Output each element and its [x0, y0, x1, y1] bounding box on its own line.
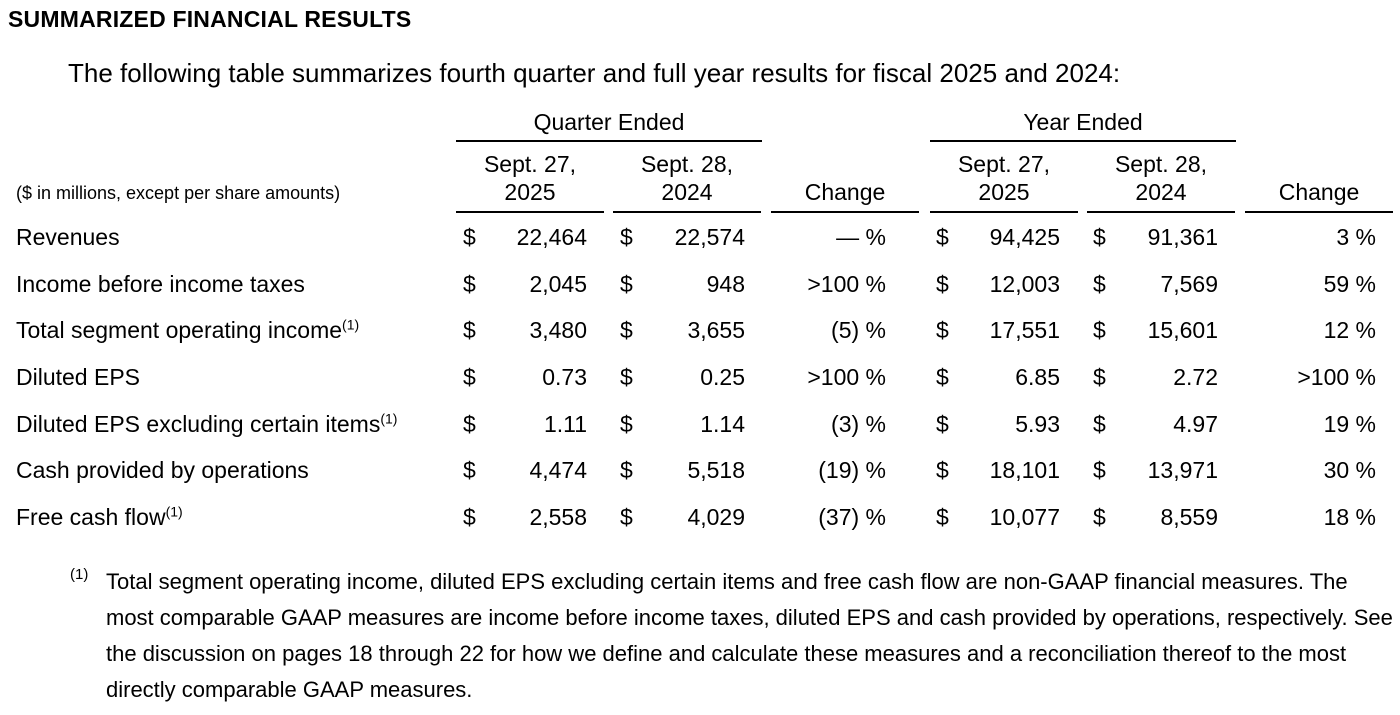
- col-underline: [456, 211, 604, 213]
- row-label: [16, 310, 359, 350]
- col-q-2024-line2: 2024: [661, 179, 713, 205]
- value-q2024: 5,518: [687, 457, 745, 483]
- footnote-ref: (1): [165, 503, 183, 520]
- col-y-change: Change: [1278, 179, 1360, 205]
- col-q-2025: [456, 150, 604, 206]
- value-year-change: 3 %: [1336, 224, 1376, 250]
- value-q2024: 1.14: [700, 411, 745, 437]
- table-row: [0, 404, 1400, 444]
- table-row: [0, 450, 1400, 490]
- group-year-ended: Year Ended: [1023, 109, 1143, 135]
- value-q2025: 2,558: [529, 504, 587, 530]
- currency-symbol: $: [936, 271, 949, 297]
- value-y2025: 94,425: [989, 224, 1060, 250]
- currency-symbol: $: [463, 364, 476, 390]
- value-year-change: >100 %: [1297, 364, 1376, 390]
- value-q2025: 1.11: [543, 411, 587, 437]
- col-q-2024-line1: Sept. 28,: [640, 151, 734, 177]
- currency-symbol: $: [936, 411, 949, 437]
- group-quarter-ended: Quarter Ended: [533, 109, 685, 135]
- col-y-2024-line1: Sept. 28,: [1114, 151, 1208, 177]
- value-y2024: 4.97: [1173, 411, 1218, 437]
- section-heading: SUMMARIZED FINANCIAL RESULTS: [8, 6, 412, 32]
- value-quarter-change: (19) %: [818, 457, 886, 483]
- currency-symbol: $: [463, 504, 476, 530]
- value-year-change: 19 %: [1323, 411, 1376, 437]
- value-quarter-change: (3) %: [831, 411, 886, 437]
- col-underline: [613, 211, 761, 213]
- value-y2025: 12,003: [989, 271, 1060, 297]
- footnote-text: Total segment operating income, diluted EPS excluding certain items and free cash flow are non-GAAP financial measures. The most comparable GAAP measures are income before income taxes, diluted EPS and cash provided by operations, respectively. See the discussion on pages 18 through 22 for how we define and calculate these measures and a reconciliation thereof to the most directly comparable GAAP measures.: [106, 569, 1393, 702]
- table-row: [0, 357, 1400, 397]
- col-y-2024: [1087, 150, 1235, 206]
- value-q2024: 948: [706, 271, 745, 297]
- value-y2024: 91,361: [1147, 224, 1218, 250]
- value-y2024: 2.72: [1173, 364, 1218, 390]
- currency-symbol: $: [620, 457, 633, 483]
- col-q-2025-line2: 2025: [504, 179, 556, 205]
- currency-symbol: $: [620, 364, 633, 390]
- currency-symbol: $: [1093, 411, 1106, 437]
- col-underline: [1087, 211, 1235, 213]
- footnote-ref: (1): [380, 410, 398, 427]
- table-row: [0, 310, 1400, 350]
- currency-symbol: $: [463, 457, 476, 483]
- value-q2025: 3,480: [529, 317, 587, 343]
- currency-symbol: $: [936, 224, 949, 250]
- value-q2025: 2,045: [529, 271, 587, 297]
- value-quarter-change: >100 %: [807, 364, 886, 390]
- row-label: [16, 404, 397, 444]
- unit-label: ($ in millions, except per share amounts): [16, 183, 341, 203]
- value-quarter-change: >100 %: [807, 271, 886, 297]
- currency-symbol: $: [936, 504, 949, 530]
- row-label-text: Cash provided by operations: [16, 457, 309, 483]
- footnote-ref: (1): [342, 316, 360, 333]
- currency-symbol: $: [620, 317, 633, 343]
- currency-symbol: $: [1093, 224, 1106, 250]
- currency-symbol: $: [936, 457, 949, 483]
- value-q2025: 4,474: [529, 457, 587, 483]
- value-y2025: 10,077: [989, 504, 1060, 530]
- table-row: [0, 217, 1400, 257]
- value-y2024: 7,569: [1160, 271, 1218, 297]
- value-y2025: 6.85: [1015, 364, 1060, 390]
- col-q-change: Change: [804, 179, 886, 205]
- value-q2025: 0.73: [542, 364, 587, 390]
- row-label-text: Income before income taxes: [16, 271, 305, 297]
- value-year-change: 12 %: [1323, 317, 1376, 343]
- value-y2025: 18,101: [989, 457, 1060, 483]
- currency-symbol: $: [620, 271, 633, 297]
- value-q2024: 0.25: [700, 364, 745, 390]
- row-label-text: Diluted EPS: [16, 364, 141, 390]
- value-y2024: 15,601: [1147, 317, 1218, 343]
- row-label-text: Total segment operating income: [16, 317, 343, 343]
- currency-symbol: $: [463, 411, 476, 437]
- col-underline: [771, 211, 919, 213]
- value-q2025: 22,464: [516, 224, 587, 250]
- currency-symbol: $: [936, 317, 949, 343]
- row-label: [16, 217, 120, 257]
- currency-symbol: $: [1093, 457, 1106, 483]
- value-quarter-change: (37) %: [818, 504, 886, 530]
- row-label-text: Free cash flow: [16, 504, 166, 530]
- row-label-text: Revenues: [16, 224, 120, 250]
- value-q2024: 3,655: [687, 317, 745, 343]
- currency-symbol: $: [620, 504, 633, 530]
- currency-symbol: $: [620, 411, 633, 437]
- value-y2025: 5.93: [1015, 411, 1060, 437]
- col-q-2024: [613, 150, 761, 206]
- currency-symbol: $: [1093, 504, 1106, 530]
- col-underline: [930, 211, 1078, 213]
- col-y-2025-line1: Sept. 27,: [957, 151, 1051, 177]
- row-label: [16, 450, 309, 490]
- value-q2024: 22,574: [674, 224, 745, 250]
- value-y2024: 13,971: [1147, 457, 1218, 483]
- row-label: [16, 497, 183, 537]
- row-label-text: Diluted EPS excluding certain items: [16, 411, 381, 437]
- table-row: [0, 497, 1400, 537]
- col-y-2024-line2: 2024: [1135, 179, 1187, 205]
- currency-symbol: $: [463, 271, 476, 297]
- currency-symbol: $: [463, 224, 476, 250]
- value-year-change: 30 %: [1323, 457, 1376, 483]
- value-y2024: 8,559: [1160, 504, 1218, 530]
- group-quarter-underline: [456, 140, 762, 142]
- currency-symbol: $: [620, 224, 633, 250]
- col-y-2025: [930, 150, 1078, 206]
- value-year-change: 59 %: [1323, 271, 1376, 297]
- value-q2024: 4,029: [687, 504, 745, 530]
- value-quarter-change: (5) %: [831, 317, 886, 343]
- row-label: [16, 357, 140, 397]
- currency-symbol: $: [936, 364, 949, 390]
- footnote-marker: (1): [70, 566, 89, 583]
- table-row: [0, 264, 1400, 304]
- currency-symbol: $: [1093, 271, 1106, 297]
- row-label: [16, 264, 305, 304]
- value-year-change: 18 %: [1323, 504, 1376, 530]
- currency-symbol: $: [1093, 364, 1106, 390]
- col-underline: [1245, 211, 1393, 213]
- currency-symbol: $: [463, 317, 476, 343]
- currency-symbol: $: [1093, 317, 1106, 343]
- group-year-underline: [930, 140, 1236, 142]
- value-y2025: 17,551: [989, 317, 1060, 343]
- col-y-2025-line2: 2025: [978, 179, 1030, 205]
- col-q-2025-line1: Sept. 27,: [483, 151, 577, 177]
- intro-text: The following table summarizes fourth quarter and full year results for fiscal 2025 and 2024:: [68, 58, 1121, 88]
- value-quarter-change: — %: [836, 224, 886, 250]
